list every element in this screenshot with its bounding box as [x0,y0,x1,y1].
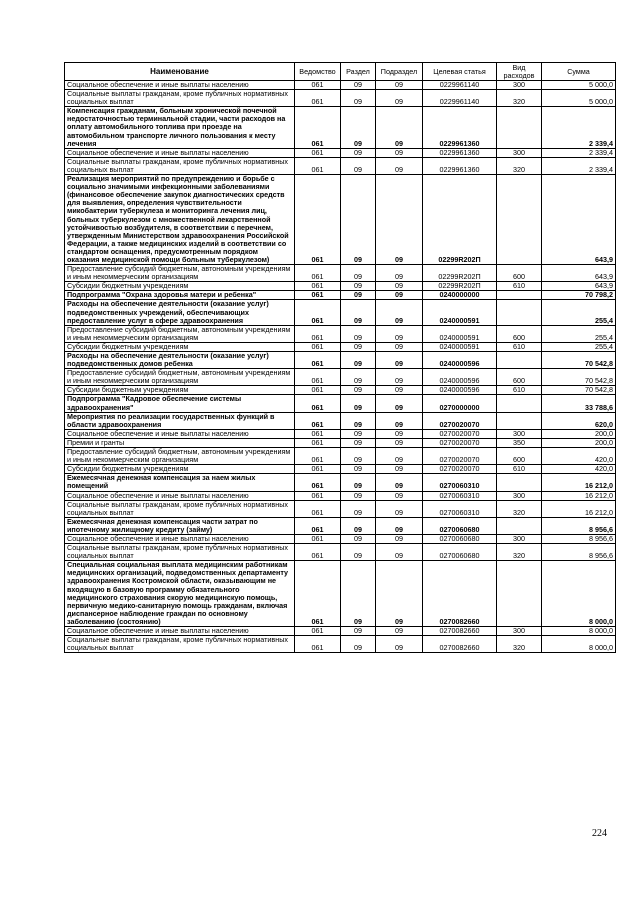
row-section-cell: 09 [341,517,376,534]
row-dept-cell: 061 [295,544,341,561]
row-target-cell: 0270082660 [423,627,497,636]
row-subsection-cell: 09 [376,636,423,653]
row-target-cell: 0270082660 [423,636,497,653]
row-section-cell: 09 [341,429,376,438]
row-dept-cell: 061 [295,81,341,90]
table-row [65,429,616,438]
table-row [65,448,616,465]
header-target: Целевая статья [423,63,497,81]
table-row [65,561,616,627]
row-target-cell: 0240000591 [423,342,497,351]
row-dept-cell: 061 [295,175,341,265]
row-target-cell: 0240000000 [423,291,497,300]
row-subsection-cell: 09 [376,500,423,517]
header-expense: Вид расходов [497,63,542,81]
row-name-cell: Социальное обеспечение и иные выплаты населению [65,627,295,636]
row-section-cell: 09 [341,148,376,157]
row-expense-cell: 320 [497,544,542,561]
row-section-cell: 09 [341,157,376,174]
row-name-cell: Подпрограмма "Охрана здоровья матери и ребенка" [65,291,295,300]
row-subsection-cell: 09 [376,148,423,157]
row-expense-cell: 300 [497,534,542,543]
row-dept-cell: 061 [295,500,341,517]
row-name-cell: Специальная социальная выплата медицинским работникам медицинских организаций, подведомственных департаменту здравоохранения Костромской области, оказывающим не входящую в базовую программу обязательного медицинского страхования скорую медицинскую помощь, первичную медико-санитарную помощь гражданам, включая диспансерное наблюдение граждан по основному заболеванию (состоянию) [65,561,295,627]
row-section-cell: 09 [341,395,376,412]
row-sum-cell: 643,9 [542,175,616,265]
row-expense-cell: 300 [497,491,542,500]
row-name-cell: Социальное обеспечение и иные выплаты населению [65,148,295,157]
row-name-cell: Субсидии бюджетным учреждениям [65,342,295,351]
header-section: Раздел [341,63,376,81]
row-section-cell: 09 [341,448,376,465]
row-subsection-cell: 09 [376,352,423,369]
row-sum-cell: 200,0 [542,438,616,447]
row-dept-cell: 061 [295,291,341,300]
table-row [65,81,616,90]
row-name-cell: Социальное обеспечение и иные выплаты населению [65,81,295,90]
row-sum-cell: 16 212,0 [542,491,616,500]
row-expense-cell [497,300,542,325]
row-name-cell: Мероприятия по реализации государственных функций в области здравоохранения [65,412,295,429]
row-sum-cell: 2 339,4 [542,107,616,148]
row-expense-cell: 610 [497,282,542,291]
row-section-cell: 09 [341,544,376,561]
row-subsection-cell: 09 [376,448,423,465]
row-target-cell: 0240000596 [423,352,497,369]
row-subsection-cell: 09 [376,474,423,491]
row-expense-cell: 320 [497,500,542,517]
row-sum-cell: 255,4 [542,342,616,351]
row-name-cell: Ежемесячная денежная компенсация за наем жилых помещений [65,474,295,491]
row-subsection-cell: 09 [376,107,423,148]
row-expense-cell: 350 [497,438,542,447]
table-row [65,386,616,395]
row-expense-cell: 610 [497,465,542,474]
row-target-cell: 0229961360 [423,157,497,174]
row-sum-cell: 5 000,0 [542,81,616,90]
row-subsection-cell: 09 [376,395,423,412]
row-subsection-cell: 09 [376,157,423,174]
row-subsection-cell: 09 [376,534,423,543]
row-sum-cell: 16 212,0 [542,474,616,491]
row-subsection-cell: 09 [376,561,423,627]
row-dept-cell: 061 [295,517,341,534]
row-dept-cell: 061 [295,157,341,174]
table-row [65,438,616,447]
row-expense-cell: 300 [497,627,542,636]
row-dept-cell: 061 [295,491,341,500]
row-subsection-cell: 09 [376,81,423,90]
row-dept-cell: 061 [295,395,341,412]
row-subsection-cell: 09 [376,282,423,291]
row-dept-cell: 061 [295,627,341,636]
row-dept-cell: 061 [295,448,341,465]
row-sum-cell: 8 956,6 [542,544,616,561]
row-sum-cell: 255,4 [542,325,616,342]
budget-table-container [64,62,615,653]
row-sum-cell: 5 000,0 [542,90,616,107]
table-row [65,517,616,534]
row-expense-cell: 610 [497,386,542,395]
page-number: 224 [592,828,607,839]
table-header-row [65,63,616,81]
row-expense-cell [497,352,542,369]
row-subsection-cell: 09 [376,438,423,447]
row-subsection-cell: 09 [376,369,423,386]
row-expense-cell: 600 [497,369,542,386]
row-sum-cell: 33 788,6 [542,395,616,412]
row-section-cell: 09 [341,465,376,474]
row-sum-cell: 620,0 [542,412,616,429]
row-expense-cell: 300 [497,148,542,157]
row-expense-cell: 300 [497,429,542,438]
row-name-cell: Предоставление субсидий бюджетным, автономным учреждениям и иным некоммерческим организациям [65,369,295,386]
row-dept-cell: 061 [295,561,341,627]
row-sum-cell: 420,0 [542,465,616,474]
row-subsection-cell: 09 [376,265,423,282]
row-expense-cell: 600 [497,265,542,282]
row-subsection-cell: 09 [376,325,423,342]
row-expense-cell: 320 [497,90,542,107]
header-subsection: Подраздел [376,63,423,81]
row-name-cell: Субсидии бюджетным учреждениям [65,465,295,474]
row-section-cell: 09 [341,352,376,369]
row-section-cell: 09 [341,325,376,342]
row-name-cell: Субсидии бюджетным учреждениям [65,282,295,291]
row-dept-cell: 061 [295,386,341,395]
row-sum-cell: 2 339,4 [542,157,616,174]
row-target-cell: 0270020070 [423,438,497,447]
row-target-cell: 0270020070 [423,448,497,465]
row-subsection-cell: 09 [376,429,423,438]
row-subsection-cell: 09 [376,465,423,474]
row-name-cell: Социальные выплаты гражданам, кроме публичных нормативных социальных выплат [65,90,295,107]
row-dept-cell: 061 [295,342,341,351]
row-name-cell: Социальное обеспечение и иные выплаты населению [65,429,295,438]
row-name-cell: Предоставление субсидий бюджетным, автономным учреждениям и иным некоммерческим организациям [65,265,295,282]
row-subsection-cell: 09 [376,342,423,351]
table-row [65,148,616,157]
row-section-cell: 09 [341,300,376,325]
table-row [65,342,616,351]
row-subsection-cell: 09 [376,412,423,429]
header-sum: Сумма [542,63,616,81]
table-row [65,352,616,369]
row-target-cell: 0270020070 [423,412,497,429]
row-name-cell: Реализация мероприятий по предупреждению и борьбе с социально значимыми инфекционными заболеваниями (финансовое обеспечение закупок диагностических средств для выявления, определения чувствительности микобактерии туберкулеза и мониторинга лечения лиц, больных туберкулезом с множественной лекарственной устойчивостью возбудителя, в соответствии с перечнем, утвержденным Министерством здравоохранения Российской Федерации, а также медицинских изделий в соответствии со стандартом оснащения, предусмотренным порядком оказания медицинской помощи больным туберкулезом) [65,175,295,265]
table-row [65,90,616,107]
row-sum-cell: 16 212,0 [542,500,616,517]
row-section-cell: 09 [341,500,376,517]
row-sum-cell: 8 956,6 [542,534,616,543]
budget-table [64,62,616,653]
row-subsection-cell: 09 [376,291,423,300]
row-dept-cell: 061 [295,325,341,342]
row-subsection-cell: 09 [376,491,423,500]
row-sum-cell: 70 798,2 [542,291,616,300]
row-sum-cell: 2 339,4 [542,148,616,157]
row-subsection-cell: 09 [376,627,423,636]
row-expense-cell [497,474,542,491]
row-name-cell: Премии и гранты [65,438,295,447]
row-dept-cell: 061 [295,352,341,369]
row-name-cell: Подпрограмма "Кадровое обеспечение системы здравоохранения" [65,395,295,412]
row-section-cell: 09 [341,438,376,447]
table-row [65,291,616,300]
row-target-cell: 0240000596 [423,386,497,395]
row-target-cell: 0229961140 [423,81,497,90]
row-expense-cell [497,291,542,300]
row-sum-cell: 643,9 [542,282,616,291]
row-target-cell: 0270060310 [423,500,497,517]
header-name: Наименование [65,63,295,81]
row-subsection-cell: 09 [376,90,423,107]
row-section-cell: 09 [341,107,376,148]
row-sum-cell: 8 000,0 [542,627,616,636]
row-section-cell: 09 [341,474,376,491]
table-row [65,544,616,561]
row-subsection-cell: 09 [376,300,423,325]
table-row [65,107,616,148]
row-section-cell: 09 [341,175,376,265]
row-section-cell: 09 [341,81,376,90]
row-name-cell: Социальное обеспечение и иные выплаты населению [65,491,295,500]
row-sum-cell: 200,0 [542,429,616,438]
row-section-cell: 09 [341,534,376,543]
row-expense-cell [497,175,542,265]
table-row [65,412,616,429]
row-subsection-cell: 09 [376,517,423,534]
table-row [65,465,616,474]
row-name-cell: Компенсация гражданам, больным хронической почечной недостаточностью терминальной стадии, части расходов на оплату автомобильного топлива при проезде на автомобильном транспорте личного пользования к месту лечения [65,107,295,148]
row-section-cell: 09 [341,627,376,636]
row-section-cell: 09 [341,90,376,107]
row-subsection-cell: 09 [376,544,423,561]
row-expense-cell [497,412,542,429]
row-sum-cell: 8 956,6 [542,517,616,534]
row-section-cell: 09 [341,636,376,653]
row-name-cell: Ежемесячная денежная компенсация части затрат по ипотечному жилищному кредиту (займу) [65,517,295,534]
row-dept-cell: 061 [295,474,341,491]
row-target-cell: 0229961360 [423,148,497,157]
table-row [65,157,616,174]
row-target-cell: 02299R202П [423,265,497,282]
row-target-cell: 02299R202П [423,282,497,291]
row-dept-cell: 061 [295,148,341,157]
row-sum-cell: 70 542,8 [542,386,616,395]
table-row [65,265,616,282]
row-section-cell: 09 [341,342,376,351]
row-sum-cell: 420,0 [542,448,616,465]
row-dept-cell: 061 [295,369,341,386]
row-name-cell: Предоставление субсидий бюджетным, автономным учреждениям и иным некоммерческим организациям [65,325,295,342]
row-section-cell: 09 [341,561,376,627]
table-row [65,636,616,653]
table-body [65,81,616,653]
row-subsection-cell: 09 [376,386,423,395]
row-target-cell: 0270060310 [423,491,497,500]
row-dept-cell: 061 [295,465,341,474]
row-section-cell: 09 [341,369,376,386]
row-expense-cell: 320 [497,157,542,174]
row-expense-cell [497,395,542,412]
row-name-cell: Социальное обеспечение и иные выплаты населению [65,534,295,543]
row-section-cell: 09 [341,491,376,500]
row-name-cell: Социальные выплаты гражданам, кроме публичных нормативных социальных выплат [65,636,295,653]
table-row [65,627,616,636]
row-expense-cell: 300 [497,81,542,90]
row-expense-cell: 610 [497,342,542,351]
table-row [65,175,616,265]
row-name-cell: Социальные выплаты гражданам, кроме публичных нормативных социальных выплат [65,500,295,517]
table-row [65,300,616,325]
row-sum-cell: 70 542,8 [542,352,616,369]
row-dept-cell: 061 [295,265,341,282]
row-expense-cell: 600 [497,448,542,465]
row-sum-cell: 643,9 [542,265,616,282]
row-section-cell: 09 [341,282,376,291]
row-expense-cell [497,107,542,148]
row-name-cell: Социальные выплаты гражданам, кроме публичных нормативных социальных выплат [65,157,295,174]
row-name-cell: Расходы на обеспечение деятельности (оказание услуг) подведомственных домов ребенка [65,352,295,369]
row-dept-cell: 061 [295,636,341,653]
row-name-cell: Социальные выплаты гражданам, кроме публичных нормативных социальных выплат [65,544,295,561]
table-row [65,500,616,517]
row-name-cell: Расходы на обеспечение деятельности (оказание услуг) подведомственных учреждений, обеспечивающих предоставление услуг в сфере здравоохранения [65,300,295,325]
row-target-cell: 0270020070 [423,429,497,438]
row-sum-cell: 8 000,0 [542,561,616,627]
row-sum-cell: 70 542,8 [542,369,616,386]
row-sum-cell: 8 000,0 [542,636,616,653]
row-target-cell: 02299R202П [423,175,497,265]
row-target-cell: 0240000591 [423,300,497,325]
table-row [65,282,616,291]
row-target-cell: 0270020070 [423,465,497,474]
row-target-cell: 0270060680 [423,544,497,561]
row-dept-cell: 061 [295,300,341,325]
row-expense-cell [497,517,542,534]
row-dept-cell: 061 [295,438,341,447]
row-target-cell: 0270082660 [423,561,497,627]
table-row [65,369,616,386]
table-row [65,325,616,342]
table-row [65,534,616,543]
row-dept-cell: 061 [295,534,341,543]
header-dept: Ведомство [295,63,341,81]
row-target-cell: 0240000596 [423,369,497,386]
row-target-cell: 0270060310 [423,474,497,491]
row-name-cell: Предоставление субсидий бюджетным, автономным учреждениям и иным некоммерческим организациям [65,448,295,465]
row-dept-cell: 061 [295,107,341,148]
row-sum-cell: 255,4 [542,300,616,325]
row-section-cell: 09 [341,265,376,282]
row-expense-cell: 320 [497,636,542,653]
row-target-cell: 0270060680 [423,517,497,534]
row-subsection-cell: 09 [376,175,423,265]
row-target-cell: 0270060680 [423,534,497,543]
row-target-cell: 0229961140 [423,90,497,107]
table-row [65,395,616,412]
row-target-cell: 0270000000 [423,395,497,412]
row-section-cell: 09 [341,412,376,429]
row-section-cell: 09 [341,291,376,300]
row-target-cell: 0229961360 [423,107,497,148]
row-target-cell: 0240000591 [423,325,497,342]
row-name-cell: Субсидии бюджетным учреждениям [65,386,295,395]
table-row [65,474,616,491]
table-row [65,491,616,500]
row-dept-cell: 061 [295,282,341,291]
row-dept-cell: 061 [295,90,341,107]
row-dept-cell: 061 [295,429,341,438]
row-dept-cell: 061 [295,412,341,429]
row-section-cell: 09 [341,386,376,395]
row-expense-cell: 600 [497,325,542,342]
row-expense-cell [497,561,542,627]
